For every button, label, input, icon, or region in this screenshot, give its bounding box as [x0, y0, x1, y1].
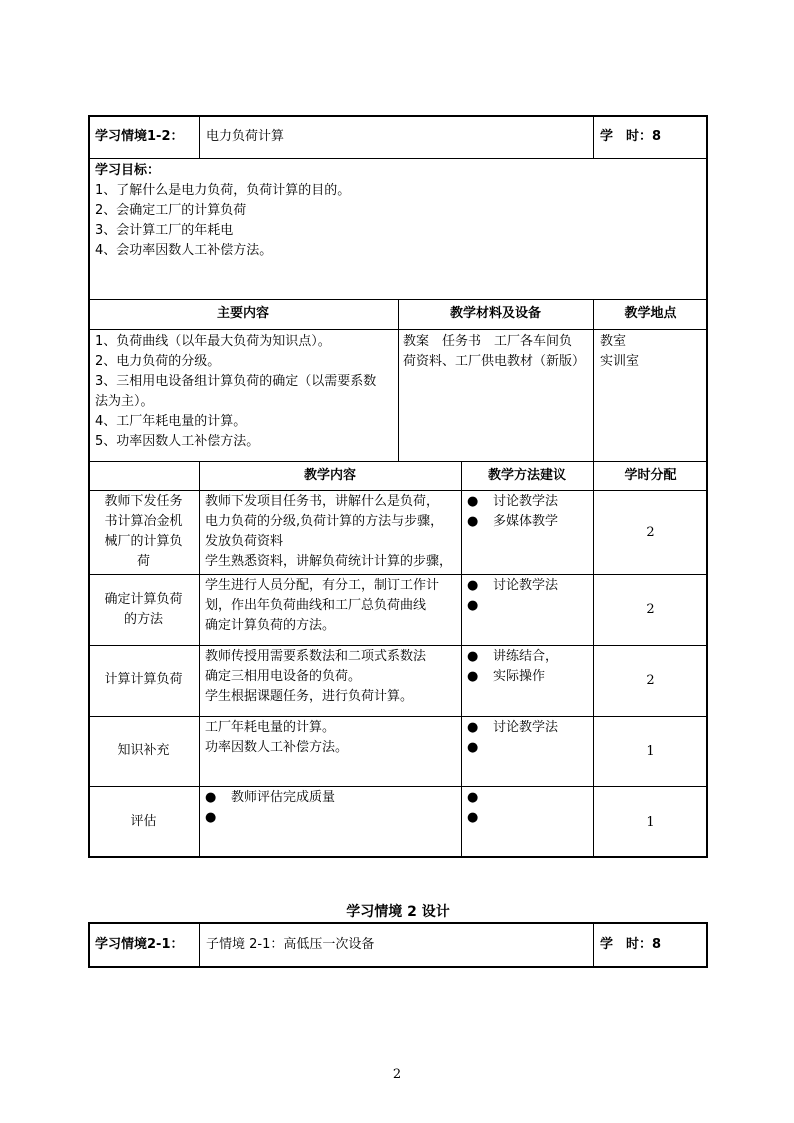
location-line: 教室: [600, 334, 627, 349]
situation-label: 学习情境1-2：: [95, 129, 184, 144]
bullet-icon: ●: [467, 494, 479, 509]
situation-hours: 学 时：8: [600, 937, 662, 952]
activity-content: 学生进行人员分配，有分工，制订工作计 划，作出年负荷曲线和工厂总负荷曲线 确定计算负荷的方法。: [205, 578, 440, 633]
main-content-item: 3、三相用电设备组计算负荷的确定（以需要系数: [95, 374, 377, 389]
header-location: 教学地点: [624, 306, 677, 321]
activity-name: 确定计算负荷 的方法: [104, 592, 183, 627]
row-divider: [88, 490, 708, 491]
header-main-content: 主要内容: [216, 306, 269, 321]
main-content-list: [95, 332, 376, 452]
materials-cell: [403, 332, 585, 372]
bullet-icon: ●: [467, 720, 479, 735]
row-divider: [88, 158, 708, 159]
activity-methods: ● 讨论教学法 ●: [467, 576, 558, 616]
row-divider: [88, 786, 708, 787]
activity-methods: ● 讨论教学法 ●: [467, 718, 558, 758]
activity-name: 计算计算负荷: [104, 672, 183, 687]
objective-item: 1、了解什么是电力负荷，负荷计算的目的。: [95, 183, 351, 198]
activity-hours: 1: [646, 744, 655, 759]
col-divider: [593, 922, 594, 968]
row-divider: [88, 716, 708, 717]
activity-name: 教师下发任务 书计算冶金机 械厂的计算负 荷: [104, 494, 183, 569]
col-divider: [593, 115, 594, 158]
col-divider: [199, 461, 200, 858]
location-line: 实训室: [600, 354, 640, 369]
objective-item: 3、会计算工厂的年耗电: [95, 223, 234, 238]
bullet-icon: ●: [467, 810, 479, 825]
activity-content: 教师下发项目任务书，讲解什么是负荷， 电力负荷的分级,负荷计算的方法与步骤， 发放负荷资料 学生熟悉资料，讲解负荷统计计算的步骤，: [205, 494, 453, 569]
bullet-icon: ●: [467, 514, 479, 529]
header-teaching-content: 教学内容: [303, 468, 356, 483]
bullet-icon: ●: [467, 790, 479, 805]
activity-content: ● 教师评估完成质量 ●: [205, 788, 335, 828]
main-content-item: 1、负荷曲线（以年最大负荷为知识点）。: [95, 334, 331, 349]
activity-content: 工厂年耗电量的计算。 功率因数人工补偿方法。: [205, 720, 349, 755]
row-divider: [88, 461, 708, 462]
materials-line: 教案 任务书 工厂各车间负: [403, 334, 573, 349]
header-hour-allocation: 学时分配: [624, 468, 677, 483]
bullet-icon: ●: [205, 810, 217, 825]
activity-hours: 2: [646, 602, 655, 617]
main-content-item: 2、电力负荷的分级。: [95, 354, 221, 369]
activity-hours: 2: [646, 525, 655, 540]
objectives-heading: 学习目标：: [95, 163, 161, 178]
activity-methods: ● 讲练结合， ● 实际操作: [467, 647, 558, 687]
learning-objectives: [95, 161, 695, 261]
main-content-item: 法为主）。: [95, 394, 154, 409]
col-divider: [461, 461, 462, 858]
bullet-icon: ●: [467, 740, 479, 755]
situation-title: 电力负荷计算: [206, 129, 285, 144]
main-content-item: 4、工厂年耗电量的计算。: [95, 414, 247, 429]
objective-item: 4、会功率因数人工补偿方法。: [95, 243, 273, 258]
location-cell: [600, 332, 639, 372]
main-content-item: 5、功率因数人工补偿方法。: [95, 434, 260, 449]
row-divider: [88, 645, 708, 646]
activity-hours: 2: [646, 673, 655, 688]
page-number: 2: [392, 1067, 402, 1082]
header-teaching-method: 教学方法建议: [487, 468, 566, 483]
objective-item: 2、会确定工厂的计算负荷: [95, 203, 247, 218]
row-divider: [88, 574, 708, 575]
bullet-icon: ●: [467, 598, 479, 613]
activity-name: 评估: [130, 814, 157, 829]
activity-methods: ● 讨论教学法 ● 多媒体教学: [467, 492, 558, 532]
bullet-icon: ●: [467, 669, 479, 684]
situation-label: 学习情境2-1：: [95, 937, 184, 952]
situation-hours: 学 时：8: [600, 129, 662, 144]
situation-title: 子情境 2-1：高低压一次设备: [206, 937, 375, 952]
header-materials: 教学材料及设备: [449, 306, 541, 321]
col-divider: [593, 461, 594, 858]
materials-line: 荷资料、工厂供电教材（新版）: [403, 354, 586, 369]
activity-methods: [467, 788, 493, 828]
bullet-icon: ●: [467, 578, 479, 593]
activity-content: 教师传授用需要系数法和二项式系数法 确定三相用电设备的负荷。 学生根据课题任务，进行负荷计算。: [205, 649, 427, 704]
col-divider: [199, 922, 200, 968]
bullet-icon: ●: [467, 649, 479, 664]
bullet-icon: ●: [205, 790, 217, 805]
activity-hours: 1: [646, 815, 655, 830]
col-divider: [199, 115, 200, 158]
activity-name: 知识补充: [117, 743, 170, 758]
section-title: 学习情境 2 设计: [346, 904, 450, 920]
